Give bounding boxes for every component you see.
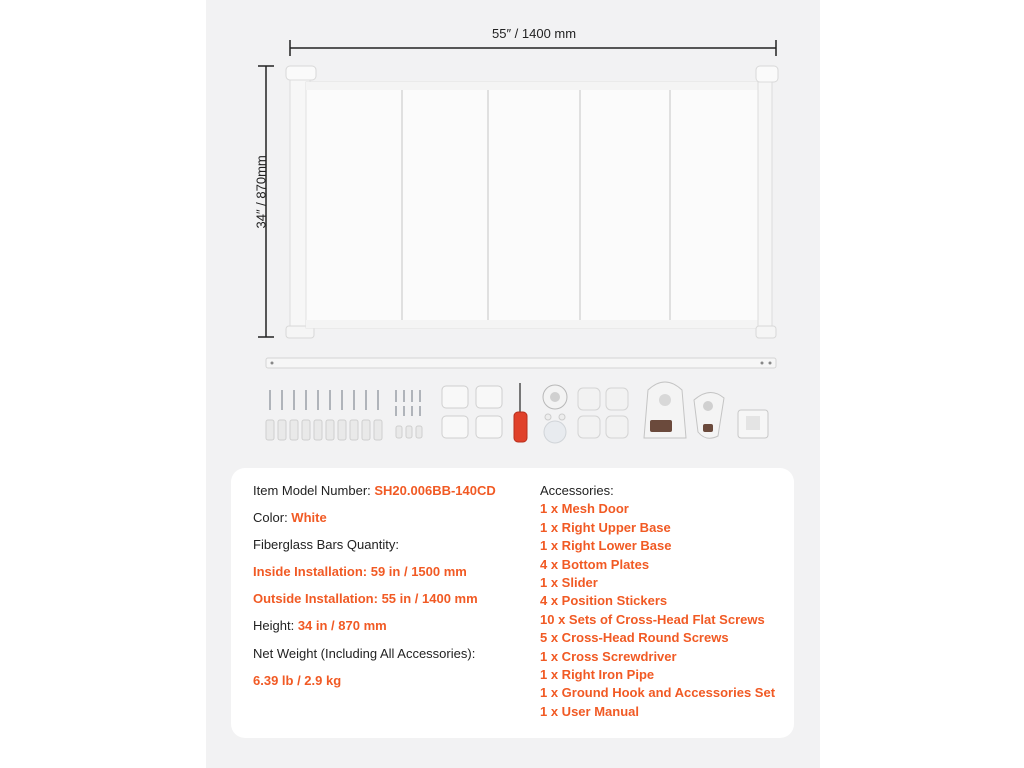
mesh-gate bbox=[286, 66, 778, 338]
lower-base-icon bbox=[694, 392, 724, 438]
accessories-column bbox=[540, 482, 790, 721]
accessory-item: 1 x Right Iron Pipe bbox=[540, 667, 655, 683]
spec-card bbox=[231, 468, 794, 738]
height-value: 34 in / 870 mm bbox=[297, 618, 387, 634]
model-number-label: Item Model Number: bbox=[253, 483, 375, 498]
width-dimension-label: 55″ / 1400 mm bbox=[492, 26, 577, 41]
model-number-value: SH20.006BB-140CD bbox=[374, 483, 496, 498]
height-dimension-label: 34″ / 870mm bbox=[253, 155, 269, 229]
inside-installation-value: Inside Installation: 59 in / 1500 mm bbox=[253, 564, 467, 580]
spec-column bbox=[253, 482, 538, 699]
height-label: Height: bbox=[253, 618, 298, 634]
accessory-item: 1 x Right Upper Base bbox=[540, 519, 671, 535]
position-stickers bbox=[578, 388, 628, 438]
accessory-item: 4 x Position Stickers bbox=[540, 593, 668, 609]
anchor-set bbox=[266, 420, 422, 440]
slider-icon bbox=[543, 385, 567, 443]
screw-set bbox=[270, 390, 420, 416]
outside-installation-value: Outside Installation: 55 in / 1400 mm bbox=[253, 591, 478, 607]
color-line bbox=[253, 509, 538, 527]
accessory-item: 4 x Bottom Plates bbox=[540, 556, 650, 572]
iron-pipe bbox=[266, 358, 776, 368]
accessory-item: 1 x Ground Hook and Accessories Set bbox=[540, 685, 776, 701]
accessories-title: Accessories: bbox=[540, 483, 614, 498]
accessory-item: 5 x Cross-Head Round Screws bbox=[540, 630, 729, 646]
height-line bbox=[253, 617, 538, 635]
weight-label: Net Weight (Including All Accessories): bbox=[253, 645, 476, 661]
color-label: Color: bbox=[253, 510, 292, 526]
model-number-line bbox=[253, 482, 538, 500]
bottom-plates bbox=[442, 386, 502, 438]
accessory-item: 10 x Sets of Cross-Head Flat Screws bbox=[540, 611, 765, 627]
screwdriver-icon bbox=[514, 383, 527, 442]
upper-base-icon bbox=[644, 382, 686, 438]
accessory-item: 1 x Slider bbox=[540, 575, 598, 591]
accessory-item: 1 x Cross Screwdriver bbox=[540, 648, 677, 664]
accessory-item: 1 x User Manual bbox=[540, 703, 639, 719]
bars-quantity-label: Fiberglass Bars Quantity: bbox=[253, 537, 399, 553]
width-dimension-line bbox=[290, 40, 776, 56]
accessory-item: 1 x Right Lower Base bbox=[540, 538, 672, 554]
color-value: White bbox=[291, 510, 327, 526]
accessory-item: 1 x Mesh Door bbox=[540, 501, 629, 517]
weight-value: 6.39 lb / 2.9 kg bbox=[253, 672, 342, 688]
ground-hook-icon bbox=[738, 410, 768, 438]
